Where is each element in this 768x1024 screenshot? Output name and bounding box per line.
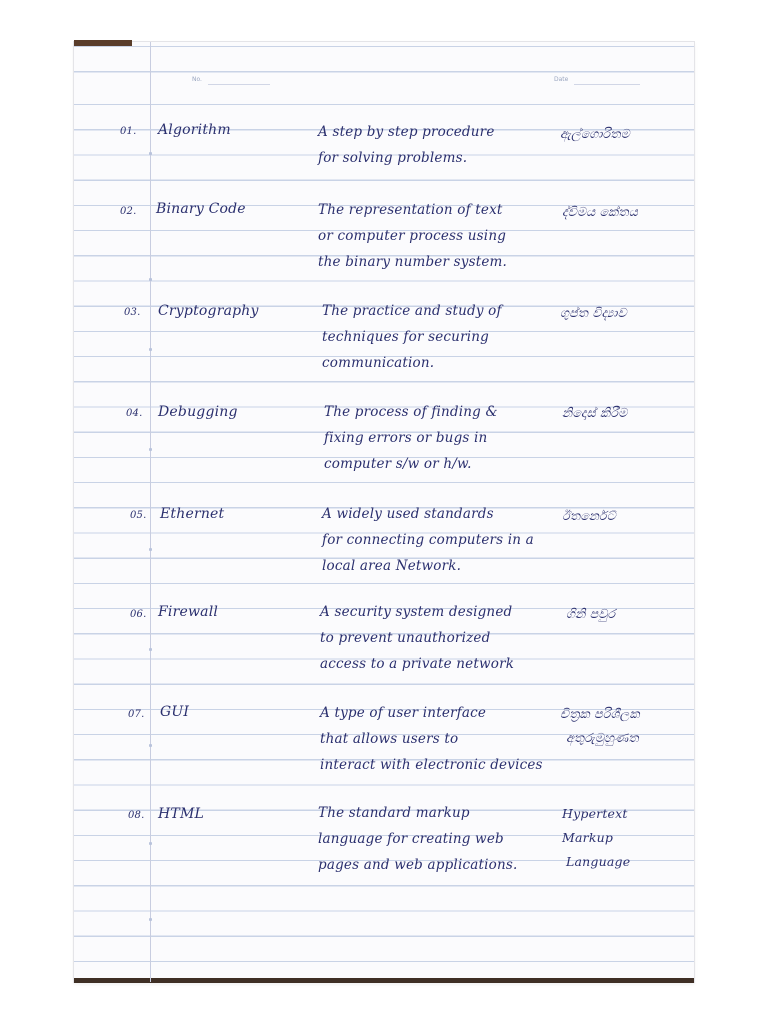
entry-number: 07. — [128, 709, 145, 720]
entry-definition-line: fixing errors or bugs in — [324, 430, 488, 446]
entry-definition-line: A widely used standards — [322, 506, 494, 522]
entry-definition-line: interact with electronic devices — [320, 757, 543, 773]
margin-dot — [149, 744, 152, 747]
margin-dot — [149, 278, 152, 281]
entry-definition-line: or computer process using — [318, 228, 507, 244]
entry-definition-line: to prevent unauthorized — [320, 630, 491, 646]
entry-number: 03. — [124, 307, 141, 318]
header-date-line — [574, 84, 640, 85]
entry-number: 06. — [130, 609, 147, 620]
entry-definition-line: A step by step procedure — [318, 124, 495, 140]
notebook-top-edge — [74, 40, 132, 46]
entry-term: GUI — [160, 704, 190, 720]
entry-translation: Hypertext — [562, 806, 628, 821]
entry-term: Binary Code — [156, 201, 246, 217]
entry-definition-line: The representation of text — [318, 202, 503, 218]
entry-translation: Markup — [562, 830, 614, 845]
entry-term: HTML — [158, 806, 204, 822]
entry-definition-line: the binary number system. — [318, 254, 508, 270]
entry-definition-line: A security system designed — [320, 604, 513, 620]
margin-line — [150, 42, 151, 982]
entry-translation: ද්විමය කේතය — [562, 204, 638, 219]
header-no-line — [208, 84, 270, 85]
entry-definition-line: The practice and study of — [322, 303, 502, 319]
entry-definition-line: language for creating web — [318, 831, 504, 847]
entry-translation: ගිනි පවුර — [566, 606, 616, 621]
entry-definition-line: computer s/w or h/w. — [324, 456, 472, 472]
entry-definition-line: A type of user interface — [320, 705, 487, 721]
entry-number: 05. — [130, 510, 147, 521]
entry-definition-line: techniques for securing — [322, 329, 489, 345]
entry-definition-line: local area Network. — [322, 558, 462, 574]
entry-translation: ඇල්ගොරිතම — [560, 126, 630, 141]
entry-number: 01. — [120, 126, 137, 137]
entry-term: Algorithm — [158, 122, 231, 138]
entry-definition-line: for solving problems. — [318, 150, 468, 166]
margin-dot — [149, 348, 152, 351]
entry-term: Ethernet — [160, 506, 225, 522]
entry-definition-line: The process of finding & — [324, 404, 498, 420]
entry-definition-line: communication. — [322, 355, 435, 371]
margin-dot — [149, 548, 152, 551]
entry-translation: අතුරුමුහුණත — [566, 730, 639, 745]
entry-number: 02. — [120, 206, 137, 217]
margin-dot — [149, 448, 152, 451]
entry-term: Firewall — [158, 604, 219, 620]
margin-dot — [149, 648, 152, 651]
margin-dot — [149, 152, 152, 155]
entry-number: 04. — [126, 408, 143, 419]
entry-definition-line: that allows users to — [320, 731, 459, 747]
entry-term: Cryptography — [158, 303, 259, 319]
header-no-label: No. — [192, 76, 202, 83]
entry-term: Debugging — [158, 404, 238, 420]
entry-definition-line: The standard markup — [318, 805, 470, 821]
header-date-label: Date — [554, 76, 569, 83]
margin-dot — [149, 918, 152, 921]
entry-definition-line: access to a private network — [320, 656, 515, 672]
margin-dot — [149, 842, 152, 845]
entry-definition-line: for connecting computers in a — [322, 532, 534, 548]
notebook-bottom-edge — [74, 978, 694, 983]
entry-translation: චිත්‍රක පරිශීලක — [560, 706, 640, 721]
entry-definition-line: pages and web applications. — [318, 857, 518, 873]
entry-number: 08. — [128, 810, 145, 821]
entry-translation: ඊතර්නෙට් — [562, 508, 616, 523]
entry-translation: Language — [566, 854, 631, 869]
entry-translation: නිදොස් කිරීම — [562, 405, 628, 420]
entry-translation: ගුප්ත විද්‍යාව — [560, 305, 627, 320]
